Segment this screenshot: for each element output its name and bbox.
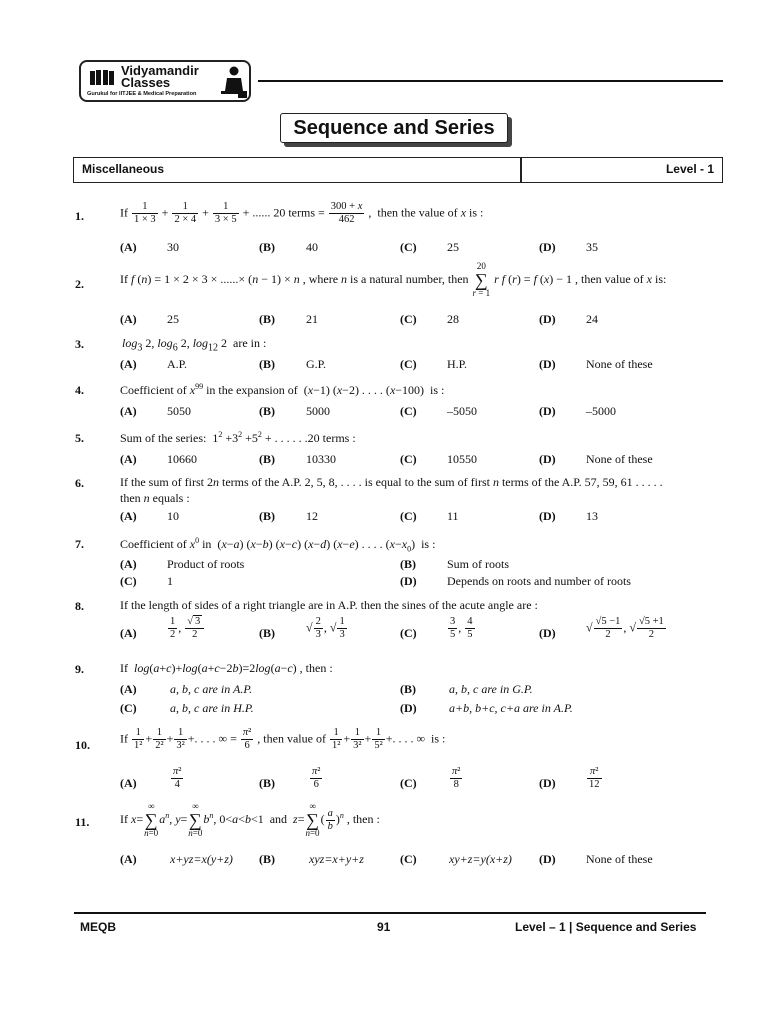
- option-label: (D): [539, 852, 556, 866]
- header-rule: [258, 80, 723, 82]
- option-label: (C): [400, 776, 417, 790]
- option-label: (B): [400, 557, 416, 571]
- option-label: (D): [539, 626, 556, 640]
- question-text: If the length of sides of a right triangle are in A.P. then the sines of the acute angle are :: [120, 598, 538, 612]
- option-value: a, b, c are in G.P.: [449, 682, 533, 696]
- option-value: √ $\frac{2}{3}$ , √ $\frac{1}{3}$: [306, 616, 345, 640]
- option-label: (C): [400, 404, 417, 418]
- option-value: 24: [586, 312, 598, 326]
- option-value: 25: [167, 312, 179, 326]
- option-label: (A): [120, 557, 137, 571]
- option-label: (B): [259, 357, 275, 371]
- option-label: (A): [120, 682, 137, 696]
- option-value: 5050: [167, 404, 191, 418]
- option-label: (C): [400, 626, 417, 640]
- logo: [79, 60, 251, 102]
- section-bar: [73, 157, 723, 183]
- option-value: 21: [306, 312, 318, 326]
- option-value: x+yz=x(y+z): [170, 852, 233, 866]
- option-label: (C): [400, 509, 417, 523]
- option-label: (A): [120, 776, 137, 790]
- option-value: –5000: [586, 404, 616, 418]
- option-value: 28: [447, 312, 459, 326]
- question-number: 9.: [75, 662, 84, 676]
- question-text: $\log_3 2$, $\log_6 2$, $\log_{12} 2$ are in :: [122, 336, 267, 354]
- option-label: (B): [259, 852, 275, 866]
- question-number: 1.: [75, 209, 84, 223]
- option-value: None of these: [586, 852, 653, 866]
- footer-left: MEQB: [80, 920, 116, 934]
- question-text-line2: then n equals :: [120, 491, 190, 505]
- option-label: (A): [120, 357, 137, 371]
- option-value: 10330: [306, 452, 336, 466]
- option-value: a, b, c are in A.P.: [170, 682, 253, 696]
- option-label: (D): [539, 404, 556, 418]
- question-text: Coefficient of $x^0$ in (x−a) (x−b) (x−c) (x−d) (x−e) . . . . $(x-x_0)$ is :: [120, 536, 436, 554]
- option-value: 13: [586, 509, 598, 523]
- option-label: (D): [539, 312, 556, 326]
- question-text: If x=∞ ∑ $n=0a^n$, y=∞ ∑ $n=0b^n$, 0<a<b<1 and z=∞ ∑ n=0( $\frac{a}{b}$ )$^n$ , then :: [120, 801, 380, 838]
- option-label: (A): [120, 240, 137, 254]
- question-number: 11.: [75, 815, 90, 829]
- option-label: (D): [539, 509, 556, 523]
- option-value: Product of roots: [167, 557, 245, 571]
- page-title: Sequence and Series: [280, 113, 508, 143]
- option-value: 40: [306, 240, 318, 254]
- option-value: None of these: [586, 357, 653, 371]
- book-icon: [89, 69, 115, 87]
- option-value: 10: [167, 509, 179, 523]
- option-value: Sum of roots: [447, 557, 510, 571]
- option-label: (C): [400, 240, 417, 254]
- option-value: $\frac{\text{π²}}{4}$: [173, 766, 182, 790]
- question-number: 7.: [75, 537, 84, 551]
- option-label: (D): [539, 452, 556, 466]
- question-number: 3.: [75, 337, 84, 351]
- option-label: (B): [259, 312, 275, 326]
- option-value: xyz=x+y+z: [309, 852, 364, 866]
- option-value: 30: [167, 240, 179, 254]
- option-value: 25: [447, 240, 459, 254]
- page-number: 91: [377, 920, 391, 934]
- question-number: 8.: [75, 599, 84, 613]
- option-value: 10660: [167, 452, 197, 466]
- option-label: (B): [259, 626, 275, 640]
- option-value: G.P.: [306, 357, 327, 371]
- question-number: 6.: [75, 476, 84, 490]
- option-label: (A): [120, 852, 137, 866]
- option-label: (C): [400, 452, 417, 466]
- reading-figure-icon: [219, 65, 249, 99]
- question-text: If $\frac{1}{\text{1²}}$ + $\frac{1}{\text{2²}}$ + $\frac{1}{\text{3²}}$ +. . . . ∞ = $\frac{\text{π²}}{6}$ , then value of $\frac{1}{\text{1²}}$ + $\frac{1}{\text{3²}}$ + $\frac{1}{\text{5²}}$ +. . . . ∞ is :: [120, 727, 446, 751]
- option-label: (C): [400, 852, 417, 866]
- option-label: (A): [120, 452, 137, 466]
- option-value: $\frac{\text{π²}}{6}$: [312, 766, 321, 790]
- question-text: Sum of the series: $1^2 +3^2 +5^2$ + . . . . . .20 terms :: [120, 430, 356, 445]
- question-text: If $\frac{1}{1 \times 3}$ + $\frac{1}{2 \times 4}$ + $\frac{1}{3 \times 5}$ + ...... 20 terms = $\frac{300 + x}{462}$ , then the value of x is :: [120, 201, 484, 225]
- option-value: None of these: [586, 452, 653, 466]
- option-label: (C): [400, 312, 417, 326]
- option-value: 5000: [306, 404, 330, 418]
- option-label: (A): [120, 509, 137, 523]
- option-label: (D): [400, 701, 417, 715]
- option-label: (B): [400, 682, 416, 696]
- option-value: 12: [306, 509, 318, 523]
- question-number: 2.: [75, 277, 84, 291]
- option-label: (A): [120, 626, 137, 640]
- logo-name: Vidyamandir Classes: [121, 63, 199, 90]
- option-label: (B): [259, 452, 275, 466]
- question-number: 4.: [75, 383, 84, 397]
- option-label: (C): [120, 701, 137, 715]
- option-label: (B): [259, 776, 275, 790]
- question-text: If the sum of first 2n terms of the A.P. 2, 5, 8, . . . . is equal to the sum of first n terms of the A.P. 57, 59, 61 . . . . .: [120, 475, 663, 489]
- option-label: (B): [259, 509, 275, 523]
- logo-tagline: Gurukul for IITJEE & Medical Preparation: [87, 91, 197, 97]
- option-label: (A): [120, 404, 137, 418]
- option-label: (D): [539, 240, 556, 254]
- option-value: a, b, c are in H.P.: [170, 701, 254, 715]
- footer-rule: [74, 912, 706, 914]
- section-label: Miscellaneous: [82, 162, 165, 176]
- option-label: (B): [259, 240, 275, 254]
- option-value: xy+z=y(x+z): [449, 852, 512, 866]
- option-value: $\frac{1}{2}$ , $\frac{√ 3}{2}$: [167, 616, 205, 641]
- question-text: If f (n) = 1 × 2 × 3 × ......× (n − 1) × n , where n is a natural number, then 20 ∑ r = 1 r f (r) = f (x) − 1 , then value of x is:: [120, 261, 667, 298]
- section-divider: [520, 158, 522, 182]
- option-label: (D): [539, 357, 556, 371]
- option-value: $\frac{\text{π²}}{8}$: [452, 766, 461, 790]
- option-value: 10550: [447, 452, 477, 466]
- footer-right: Level – 1 | Sequence and Series: [515, 920, 697, 934]
- option-value: 1: [167, 574, 173, 588]
- option-label: (D): [539, 776, 556, 790]
- option-value: a+b, b+c, c+a are in A.P.: [449, 701, 573, 715]
- option-label: (A): [120, 312, 137, 326]
- option-value: $\frac{3}{5}$ , $\frac{4}{5}$: [450, 616, 473, 640]
- option-label: (C): [400, 357, 417, 371]
- option-value: 11: [447, 509, 459, 523]
- question-text: If log(a+c)+log(a+c−2b)=2log(a−c) , then :: [120, 661, 333, 675]
- option-label: (B): [259, 404, 275, 418]
- option-label: (C): [120, 574, 137, 588]
- question-text: Coefficient of $x^{99}$ in the expansion of (x−1) (x−2) . . . . (x−100) is :: [120, 382, 445, 397]
- option-value: H.P.: [447, 357, 468, 371]
- option-value: Depends on roots and number of roots: [447, 574, 631, 588]
- option-value: –5050: [447, 404, 477, 418]
- section-level: Level - 1: [665, 162, 714, 176]
- option-value: 35: [586, 240, 598, 254]
- option-value: A.P.: [167, 357, 188, 371]
- option-label: (D): [400, 574, 417, 588]
- question-number: 5.: [75, 431, 84, 445]
- option-value: $\frac{\text{π²}}{12}$: [589, 766, 600, 790]
- question-number: 10.: [75, 738, 90, 752]
- option-value: √ $\frac{√5 -1}{2}$ , √ $\frac{√5 +1}{2}$: [586, 616, 664, 640]
